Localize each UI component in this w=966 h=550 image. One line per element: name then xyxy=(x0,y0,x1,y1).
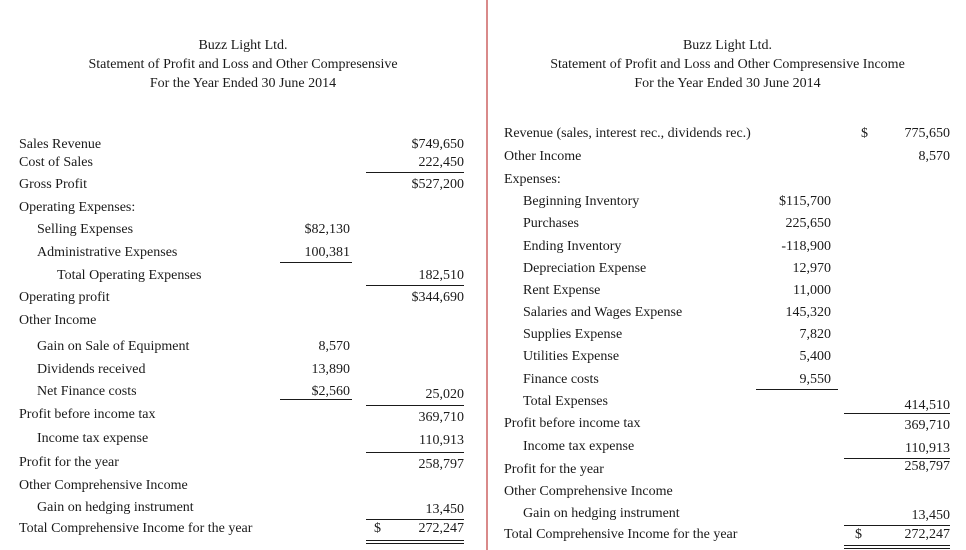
double-underline xyxy=(366,540,464,541)
underline xyxy=(756,389,838,390)
left-statement-title: Statement of Profit and Loss and Other Compresensive xyxy=(88,57,398,72)
row-label: Dividends received xyxy=(37,362,146,377)
table-row xyxy=(0,518,486,540)
table-row xyxy=(489,369,966,391)
row-subvalue: $115,700 xyxy=(779,194,831,209)
table-row xyxy=(0,197,486,219)
table-row xyxy=(0,219,486,241)
column-divider xyxy=(486,0,488,550)
table-row xyxy=(0,310,486,332)
total-dollar-sign: $ xyxy=(374,521,381,536)
row-value: 258,797 xyxy=(904,459,950,474)
row-label: Depreciation Expense xyxy=(523,261,647,276)
row-label: Profit for the year xyxy=(504,462,604,477)
row-label: Other Income xyxy=(504,149,582,164)
row-label: Income tax expense xyxy=(523,439,635,454)
row-label: Administrative Expenses xyxy=(37,245,178,260)
row-label: Other Comprehensive Income xyxy=(504,484,673,499)
table-row xyxy=(489,346,966,368)
row-label: Selling Expenses xyxy=(37,222,134,237)
left-company-name: Buzz Light Ltd. xyxy=(198,38,288,53)
row-value: $749,650 xyxy=(411,137,464,152)
table-row xyxy=(489,524,966,546)
table-row xyxy=(0,359,486,381)
table-row xyxy=(489,436,966,458)
table-row xyxy=(0,497,486,519)
underline xyxy=(366,172,464,173)
row-subvalue: 12,970 xyxy=(792,261,831,276)
row-label: Purchases xyxy=(523,216,579,231)
row-label: Gain on hedging instrument xyxy=(37,500,194,515)
row-subvalue: 9,550 xyxy=(799,372,831,387)
double-underline xyxy=(366,543,464,544)
underline xyxy=(280,262,352,263)
row-value: 272,247 xyxy=(418,521,464,536)
table-row xyxy=(489,213,966,235)
row-value: 8,570 xyxy=(918,149,950,164)
row-subvalue: 11,000 xyxy=(793,283,831,298)
right-statement xyxy=(489,0,966,550)
row-subvalue: 145,320 xyxy=(785,305,831,320)
underline xyxy=(366,285,464,286)
table-row xyxy=(489,391,966,413)
row-label: Beginning Inventory xyxy=(523,194,640,209)
row-label: Other Income xyxy=(19,313,97,328)
row-label: Income tax expense xyxy=(37,431,149,446)
table-row xyxy=(489,169,966,191)
table-row xyxy=(489,481,966,503)
row-subvalue: 225,650 xyxy=(785,216,831,231)
row-value: 25,020 xyxy=(425,387,464,402)
row-label: Total Comprehensive Income for the year xyxy=(504,527,738,542)
row-value: 414,510 xyxy=(904,398,950,413)
table-row xyxy=(0,452,486,474)
revenue-dollar-sign: $ xyxy=(861,126,868,141)
table-row xyxy=(489,302,966,324)
table-row xyxy=(489,280,966,302)
row-subvalue: -118,900 xyxy=(781,239,831,254)
row-value: 110,913 xyxy=(905,441,950,456)
table-row xyxy=(0,265,486,287)
table-row xyxy=(0,152,486,174)
table-row xyxy=(0,404,486,426)
table-row xyxy=(0,381,486,403)
table-row xyxy=(489,324,966,346)
row-value: 13,450 xyxy=(911,508,950,523)
table-row xyxy=(0,174,486,196)
row-value: 182,510 xyxy=(418,268,464,283)
table-row xyxy=(489,459,966,481)
right-statement-title: Statement of Profit and Loss and Other Compresensive Income xyxy=(550,57,905,72)
left-header xyxy=(0,36,486,93)
left-period: For the Year Ended 30 June 2014 xyxy=(149,76,337,91)
row-label: Gross Profit xyxy=(19,177,88,192)
row-value: 369,710 xyxy=(418,410,464,425)
double-underline xyxy=(844,545,950,546)
row-label: Rent Expense xyxy=(523,283,601,298)
table-row xyxy=(489,146,966,168)
row-value: 369,710 xyxy=(904,418,950,433)
row-value: 775,650 xyxy=(904,126,950,141)
row-subvalue: 7,820 xyxy=(799,327,831,342)
row-value: 222,450 xyxy=(418,155,464,170)
row-label: Cost of Sales xyxy=(19,155,93,170)
row-label: Gain on hedging instrument xyxy=(523,506,680,521)
table-row xyxy=(489,191,966,213)
row-label: Finance costs xyxy=(523,372,599,387)
row-subvalue: $82,130 xyxy=(304,222,350,237)
table-row xyxy=(0,336,486,358)
row-label: Expenses: xyxy=(504,172,561,187)
row-subvalue: 8,570 xyxy=(318,339,350,354)
row-subvalue: 100,381 xyxy=(304,245,350,260)
right-header xyxy=(489,36,966,93)
table-row xyxy=(0,475,486,497)
row-label: Operating Expenses: xyxy=(19,200,136,215)
row-label: Profit for the year xyxy=(19,455,119,470)
row-label: Profit before income tax xyxy=(19,407,156,422)
row-label: Other Comprehensive Income xyxy=(19,478,188,493)
row-label: Gain on Sale of Equipment xyxy=(37,339,190,354)
row-subvalue: $2,560 xyxy=(311,384,350,399)
row-label: Profit before income tax xyxy=(504,416,641,431)
row-label: Total Expenses xyxy=(523,394,608,409)
table-row xyxy=(489,258,966,280)
row-value: 272,247 xyxy=(904,527,950,542)
row-value: 110,913 xyxy=(419,433,464,448)
row-label: Utilities Expense xyxy=(523,349,620,364)
row-value: 13,450 xyxy=(425,502,464,517)
table-row xyxy=(489,123,966,145)
row-label: Total Operating Expenses xyxy=(57,268,202,283)
total-dollar-sign: $ xyxy=(855,527,862,542)
row-label: Sales Revenue xyxy=(19,137,102,152)
row-label: Total Comprehensive Income for the year xyxy=(19,521,253,536)
table-row xyxy=(0,287,486,309)
right-company-name: Buzz Light Ltd. xyxy=(682,38,773,53)
table-row xyxy=(0,242,486,264)
row-label: Operating profit xyxy=(19,290,110,305)
row-value: $344,690 xyxy=(411,290,464,305)
table-row xyxy=(489,413,966,435)
row-label: Supplies Expense xyxy=(523,327,623,342)
row-value: 258,797 xyxy=(418,457,464,472)
table-row xyxy=(489,503,966,525)
row-value: $527,200 xyxy=(411,177,464,192)
row-label: Revenue (sales, interest rec., dividends rec.) xyxy=(504,126,751,141)
table-row xyxy=(489,236,966,258)
row-label: Net Finance costs xyxy=(37,384,137,399)
right-period: For the Year Ended 30 June 2014 xyxy=(634,76,821,91)
row-subvalue: 13,890 xyxy=(311,362,350,377)
row-subvalue: 5,400 xyxy=(799,349,831,364)
row-label: Salaries and Wages Expense xyxy=(523,305,683,320)
table-row xyxy=(0,428,486,450)
double-underline xyxy=(844,548,950,549)
row-label: Ending Inventory xyxy=(523,239,622,254)
